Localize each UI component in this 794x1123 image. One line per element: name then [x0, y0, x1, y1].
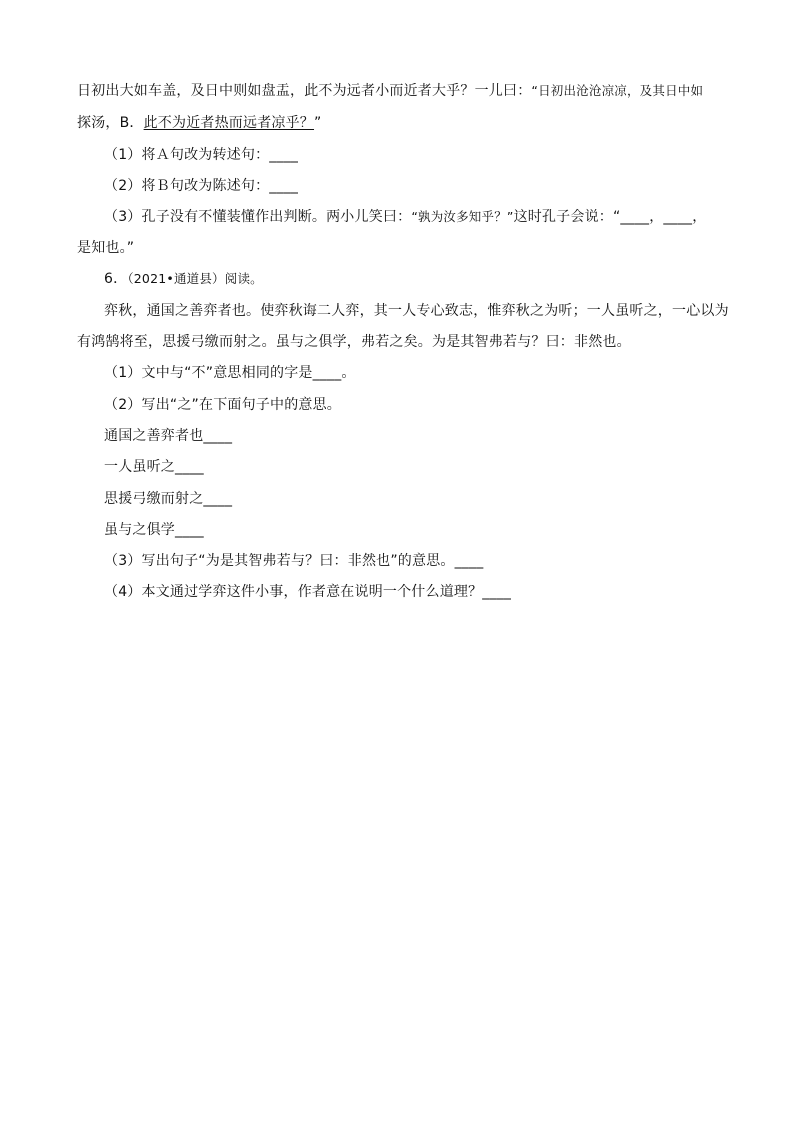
q5-sub2: （2）将Ｂ句改为陈述句：____ — [104, 178, 299, 194]
passage5-line-2 — [77, 113, 722, 133]
passage5-quote: “日初出沧沧凉凉，及其日中如 — [531, 83, 704, 98]
q6-sub4: （4）本文通过学弈这件小事，作者意在说明一个什么道理？____ — [104, 584, 512, 600]
q6-sub2-item: 一人虽听之____ — [104, 459, 204, 475]
passage5-line-1 — [77, 81, 722, 101]
q6-sub3: （3）写出句子“为是其智弗若与？曰：非然也”的意思。____ — [104, 553, 484, 569]
q5-sub3-continued: 是知也。” — [77, 240, 135, 256]
passage5-text: 日初出大如车盖，及日中则如盘盂，此不为远者小而近者大乎？一儿曰： — [77, 83, 532, 99]
q5-sub3 — [104, 207, 722, 227]
q5-sub3-quote: “孰为汝多知乎？” — [411, 209, 514, 224]
sentence-b-underlined: 此不为近者热而远者凉乎？ — [143, 115, 315, 131]
q6-header — [104, 269, 722, 289]
q5-sub3-text: （3）孔子没有不懂装懂作出判断。两小儿笑曰： — [104, 209, 412, 225]
q6-sub1: （1）文中与“不”意思相同的字是____。 — [104, 365, 356, 381]
passage5-text: ” — [314, 115, 322, 131]
passage5-text: 探汤，B． — [77, 115, 144, 131]
q5-sub3-text: 这时孔子会说：“____，____， — [513, 209, 707, 225]
q6-sub2-item: 虽与之俱学____ — [104, 522, 204, 538]
q6-passage-line-2: 有鸿鹄将至，思援弓缴而射之。虽与之俱学，弗若之矣。为是其智弗若与？曰：非然也。 — [77, 334, 631, 350]
q6-sub2-item: 思援弓缴而射之____ — [104, 491, 233, 507]
q5-sub1: （1）将Ａ句改为转述句：____ — [104, 147, 299, 163]
q6-passage-line-1: 弈秋，通国之善弈者也。使弈秋诲二人弈，其一人专心致志，惟弈秋之为听；一人虽听之，一心以为 — [104, 303, 729, 319]
question-source: （2021•通道县）阅读。 — [127, 271, 263, 286]
q6-sub2-item: 通国之善弈者也____ — [104, 428, 233, 444]
question-number: 6． — [104, 271, 128, 287]
q6-sub2: （2）写出“之”在下面句子中的意思。 — [104, 397, 342, 413]
